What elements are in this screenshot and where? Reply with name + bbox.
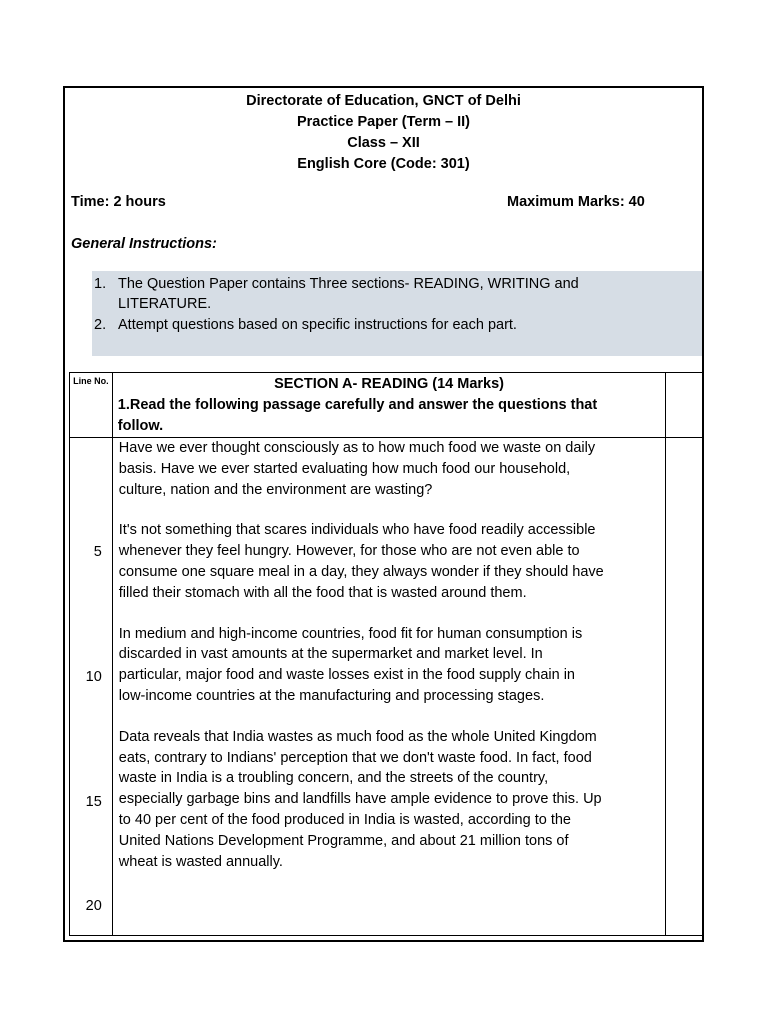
marks-cell: [666, 373, 703, 438]
question-instruction: 1.Read the following passage carefully and answer the questions that follow.: [117, 397, 598, 434]
time-label: Time: 2 hours: [71, 194, 166, 210]
header-directorate: Directorate of Education, GNCT of Delhi: [246, 93, 521, 109]
passage-paragraph: In medium and high-income countries, food fit for human consumption is discarded in vast amounts at the supermarket and market level. In particular, major food and waste losses exist in the food supply chain in low-income countries at the manufacturing and processing stages.: [118, 625, 583, 704]
line-number: 20: [85, 898, 102, 914]
header-paper-title: Practice Paper (Term – II): [296, 114, 470, 130]
instruction-text: Attempt questions based on specific instructions for each part.: [118, 317, 517, 333]
max-marks-label: Maximum Marks: 40: [507, 194, 645, 210]
general-instructions-label: General Instructions:: [71, 236, 217, 252]
line-number: 10: [85, 669, 102, 685]
line-number: 15: [85, 794, 102, 810]
header-class: Class – XII: [347, 135, 420, 151]
passage-paragraph: Data reveals that India wastes as much food as the whole United Kingdom eats, contrary to Indians' perception that we don't waste food. In fact, food waste in India is a troubling concern, and the streets of the country, especially garbage bins and landfills have ample evidence to prove this. Up to 40 per cent of the food produced in India is wasted, according to the United Nations Development Programme, and about 21 million tons of wheat is wasted annually.: [118, 728, 602, 870]
line-no-header: Line No.: [70, 373, 113, 438]
line-number-column: [70, 438, 113, 936]
instructions-box: [92, 271, 702, 356]
question-paper-frame: [63, 86, 704, 942]
marks-cell: [666, 438, 703, 936]
section-header-cell: [112, 373, 666, 438]
section-title: SECTION A- READING (14 Marks): [274, 376, 504, 392]
header-subject: English Core (Code: 301): [297, 156, 470, 172]
reading-section-table: [69, 372, 703, 936]
line-number: 5: [93, 544, 102, 560]
passage-paragraph: It's not something that scares individuals who have food readily accessible whenever they feel hungry. However, for those who are not even able to consume one square meal in a day, they always wonder if they should have filled their stomach with all the food that is wasted around them.: [118, 522, 604, 601]
instruction-number: 1.: [94, 276, 107, 292]
instruction-text: The Question Paper contains Three sections- READING, WRITING and LITERATURE.: [118, 276, 579, 312]
passage-paragraph: Have we ever thought consciously as to how much food we waste on daily basis. Have we ever started evaluating how much food our household, culture, nation and the environment are wasting?: [118, 440, 596, 498]
instruction-number: 2.: [94, 317, 107, 333]
passage-cell: [112, 438, 666, 936]
